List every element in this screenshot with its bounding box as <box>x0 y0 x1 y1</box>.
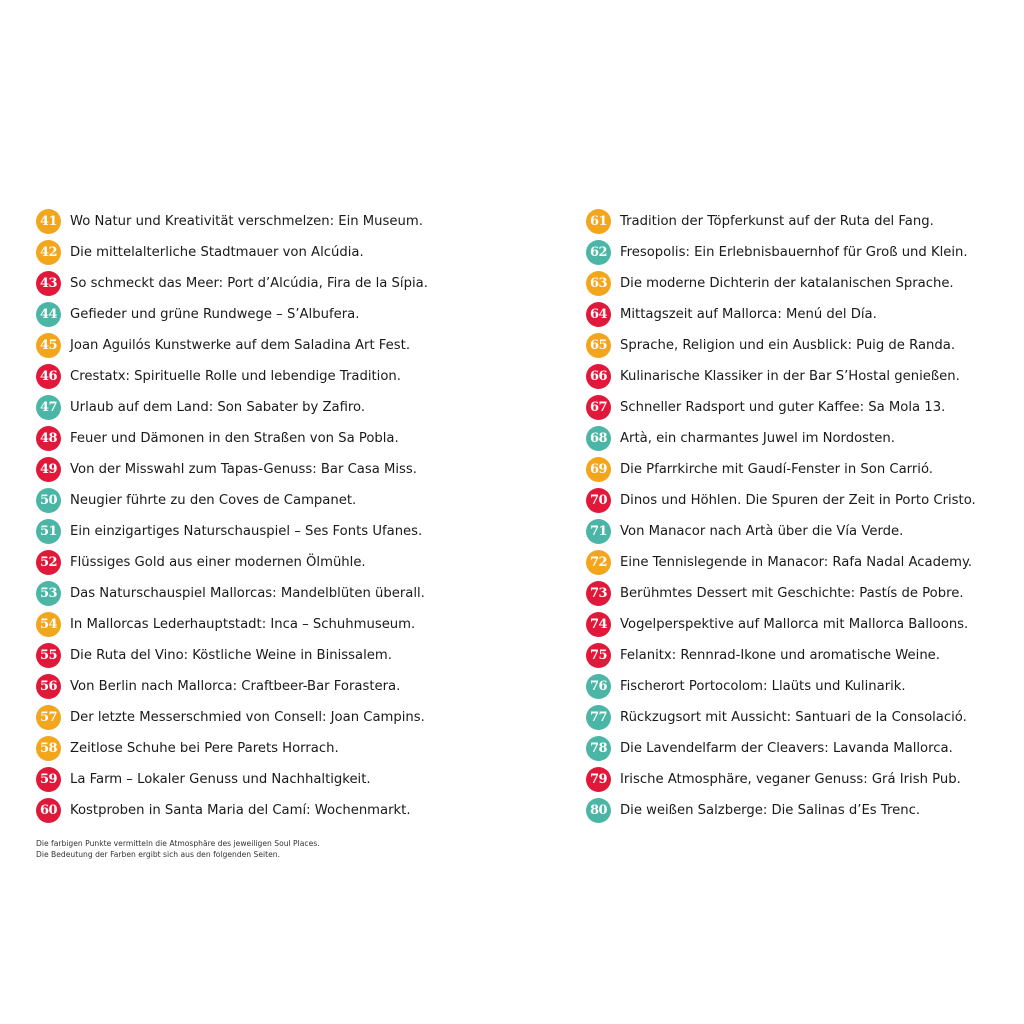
number-badge: 64 <box>586 302 611 327</box>
entry-title: Fischerort Portocolom: Llaüts und Kulinarik. <box>620 679 906 694</box>
entry-title: Von Manacor nach Artà über die Vía Verde. <box>620 524 904 539</box>
right-entry-list <box>586 206 1006 826</box>
entry-title: Von der Misswahl zum Tapas-Genuss: Bar Casa Miss. <box>70 462 417 477</box>
number-badge: 50 <box>36 488 61 513</box>
number-badge: 77 <box>586 705 611 730</box>
entry-title: Wo Natur und Kreativität verschmelzen: Ein Museum. <box>70 214 423 229</box>
number-badge: 74 <box>586 612 611 637</box>
number-badge: 65 <box>586 333 611 358</box>
list-item <box>586 516 1006 547</box>
list-item <box>586 764 1006 795</box>
list-item <box>36 485 496 516</box>
number-badge: 44 <box>36 302 61 327</box>
entry-title: Von Berlin nach Mallorca: Craftbeer-Bar Forastera. <box>70 679 401 694</box>
number-badge: 63 <box>586 271 611 296</box>
entry-title: Der letzte Messerschmied von Consell: Joan Campins. <box>70 710 425 725</box>
entry-title: Sprache, Religion und ein Ausblick: Puig de Randa. <box>620 338 956 353</box>
entry-title: Tradition der Töpferkunst auf der Ruta del Fang. <box>620 214 934 229</box>
list-item <box>36 671 496 702</box>
number-badge: 42 <box>36 240 61 265</box>
footnote-line-1: Die farbigen Punkte vermitteln die Atmosphäre des jeweiligen Soul Places. <box>36 839 320 848</box>
number-badge: 73 <box>586 581 611 606</box>
list-item <box>36 578 496 609</box>
list-item <box>586 206 1006 237</box>
list-item <box>586 237 1006 268</box>
list-item <box>586 640 1006 671</box>
entry-title: Die moderne Dichterin der katalanischen Sprache. <box>620 276 954 291</box>
list-item <box>36 268 496 299</box>
entry-title: Mittagszeit auf Mallorca: Menú del Día. <box>620 307 877 322</box>
number-badge: 75 <box>586 643 611 668</box>
footnote-line-2: Die Bedeutung der Farben ergibt sich aus den folgenden Seiten. <box>36 850 281 859</box>
number-badge: 71 <box>586 519 611 544</box>
entry-title: Joan Aguilós Kunstwerke auf dem Saladina Art Fest. <box>70 338 411 353</box>
entry-title: Flüssiges Gold aus einer modernen Ölmühle. <box>70 555 366 570</box>
list-item <box>586 361 1006 392</box>
list-item <box>586 671 1006 702</box>
number-badge: 54 <box>36 612 61 637</box>
entry-title: Zeitlose Schuhe bei Pere Parets Horrach. <box>70 741 339 756</box>
entry-title: Feuer und Dämonen in den Straßen von Sa Pobla. <box>70 431 399 446</box>
list-item <box>586 702 1006 733</box>
entry-title: Rückzugsort mit Aussicht: Santuari de la Consolació. <box>620 710 967 725</box>
list-item <box>36 640 496 671</box>
number-badge: 55 <box>36 643 61 668</box>
entry-title: Eine Tennislegende in Manacor: Rafa Nadal Academy. <box>620 555 973 570</box>
entry-title: La Farm – Lokaler Genuss und Nachhaltigkeit. <box>70 772 371 787</box>
list-item <box>586 795 1006 826</box>
list-item <box>36 702 496 733</box>
left-entry-list <box>36 206 496 826</box>
entry-title: Kostproben in Santa Maria del Camí: Wochenmarkt. <box>70 803 411 818</box>
entry-title: Schneller Radsport und guter Kaffee: Sa Mola 13. <box>620 400 946 415</box>
entry-title: Ein einzigartiges Naturschauspiel – Ses Fonts Ufanes. <box>70 524 423 539</box>
list-item <box>586 330 1006 361</box>
list-item <box>586 268 1006 299</box>
number-badge: 51 <box>36 519 61 544</box>
entry-title: Fresopolis: Ein Erlebnisbauernhof für Groß und Klein. <box>620 245 968 260</box>
entry-title: So schmeckt das Meer: Port d’Alcúdia, Fira de la Sípia. <box>70 276 428 291</box>
entry-title: In Mallorcas Lederhauptstadt: Inca – Schuhmuseum. <box>70 617 416 632</box>
list-item <box>586 485 1006 516</box>
list-item <box>36 299 496 330</box>
list-item <box>36 454 496 485</box>
number-badge: 79 <box>586 767 611 792</box>
number-badge: 45 <box>36 333 61 358</box>
number-badge: 46 <box>36 364 61 389</box>
list-item <box>586 392 1006 423</box>
footnote <box>36 838 320 860</box>
list-item <box>36 516 496 547</box>
list-item <box>36 547 496 578</box>
number-badge: 43 <box>36 271 61 296</box>
number-badge: 70 <box>586 488 611 513</box>
entry-title: Die weißen Salzberge: Die Salinas d’Es Trenc. <box>620 803 921 818</box>
list-item <box>586 299 1006 330</box>
list-item <box>36 609 496 640</box>
entry-title: Kulinarische Klassiker in der Bar S’Hostal genießen. <box>620 369 960 384</box>
number-badge: 67 <box>586 395 611 420</box>
entry-title: Artà, ein charmantes Juwel im Nordosten. <box>620 431 895 446</box>
number-badge: 60 <box>36 798 61 823</box>
number-badge: 41 <box>36 209 61 234</box>
number-badge: 52 <box>36 550 61 575</box>
number-badge: 58 <box>36 736 61 761</box>
number-badge: 62 <box>586 240 611 265</box>
entry-title: Felanitx: Rennrad-Ikone und aromatische Weine. <box>620 648 940 663</box>
number-badge: 61 <box>586 209 611 234</box>
entry-title: Neugier führte zu den Coves de Campanet. <box>70 493 357 508</box>
entry-title: Das Naturschauspiel Mallorcas: Mandelblüten überall. <box>70 586 425 601</box>
number-badge: 53 <box>36 581 61 606</box>
number-badge: 69 <box>586 457 611 482</box>
list-item <box>36 206 496 237</box>
list-item <box>586 423 1006 454</box>
list-item <box>36 733 496 764</box>
number-badge: 48 <box>36 426 61 451</box>
entry-title: Irische Atmosphäre, veganer Genuss: Grá Irish Pub. <box>620 772 961 787</box>
number-badge: 76 <box>586 674 611 699</box>
list-item <box>36 361 496 392</box>
entry-title: Vogelperspektive auf Mallorca mit Mallorca Balloons. <box>620 617 969 632</box>
entry-title: Die mittelalterliche Stadtmauer von Alcúdia. <box>70 245 364 260</box>
entry-title: Urlaub auf dem Land: Son Sabater by Zafiro. <box>70 400 366 415</box>
list-item <box>586 578 1006 609</box>
number-badge: 57 <box>36 705 61 730</box>
entry-title: Die Lavendelfarm der Cleavers: Lavanda Mallorca. <box>620 741 953 756</box>
number-badge: 56 <box>36 674 61 699</box>
list-item <box>586 609 1006 640</box>
entry-title: Gefieder und grüne Rundwege – S’Albufera. <box>70 307 360 322</box>
entry-title: Crestatx: Spirituelle Rolle und lebendige Tradition. <box>70 369 401 384</box>
list-item <box>36 237 496 268</box>
list-item <box>586 454 1006 485</box>
number-badge: 47 <box>36 395 61 420</box>
list-item <box>36 423 496 454</box>
list-item <box>36 795 496 826</box>
entry-title: Die Ruta del Vino: Köstliche Weine in Binissalem. <box>70 648 392 663</box>
number-badge: 68 <box>586 426 611 451</box>
entry-title: Die Pfarrkirche mit Gaudí-Fenster in Son Carrió. <box>620 462 933 477</box>
number-badge: 49 <box>36 457 61 482</box>
entry-title: Berühmtes Dessert mit Geschichte: Pastís de Pobre. <box>620 586 964 601</box>
entry-title: Dinos und Höhlen. Die Spuren der Zeit in Porto Cristo. <box>620 493 976 508</box>
list-item <box>36 392 496 423</box>
number-badge: 66 <box>586 364 611 389</box>
list-item <box>36 764 496 795</box>
list-item <box>36 330 496 361</box>
number-badge: 59 <box>36 767 61 792</box>
number-badge: 78 <box>586 736 611 761</box>
list-item <box>586 547 1006 578</box>
number-badge: 80 <box>586 798 611 823</box>
list-item <box>586 733 1006 764</box>
number-badge: 72 <box>586 550 611 575</box>
